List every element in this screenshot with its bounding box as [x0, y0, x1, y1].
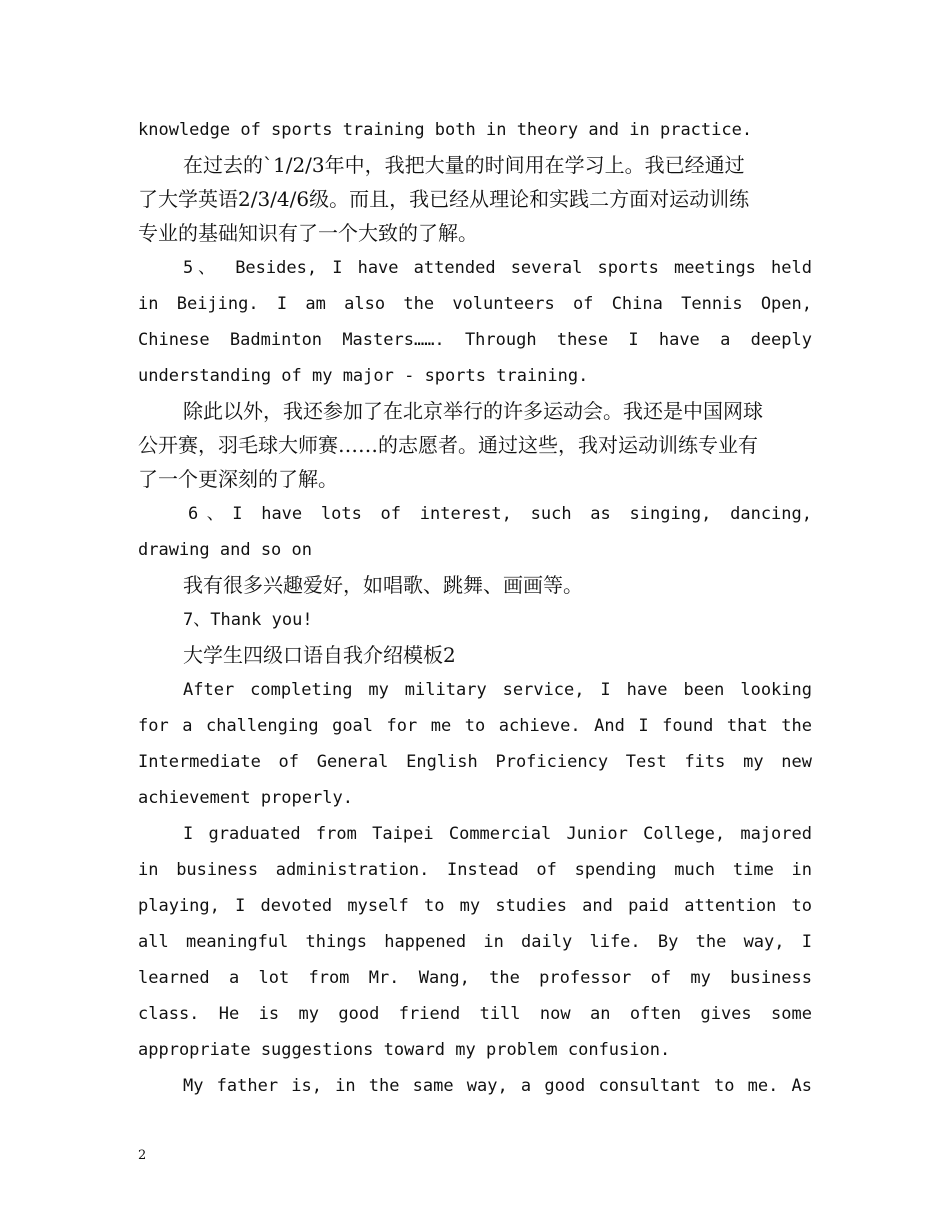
paragraph-line: 了大学英语2/3/4/6级。而且，我已经从理论和实践二方面对运动训练	[138, 187, 750, 211]
paragraph-line: achievement properly.	[138, 788, 353, 808]
paragraph-line: After completing my military service, I have been looking	[183, 680, 812, 700]
page-number: 2	[138, 1148, 147, 1163]
paragraph-line: all meaningful things happened in daily life. By the way, I	[138, 932, 812, 952]
paragraph-line: in Beijing. I am also the volunteers of China Tennis Open,	[138, 294, 812, 314]
section-heading: 大学生四级口语自我介绍模板2	[183, 643, 456, 667]
paragraph-line: 我有很多兴趣爱好，如唱歌、跳舞、画画等。	[183, 573, 583, 597]
paragraph-line: knowledge of sports training both in theory and in practice.	[138, 120, 753, 140]
paragraph-line: Chinese Badminton Masters……. Through these I have a deeply	[138, 330, 812, 350]
paragraph-line: playing, I devoted myself to my studies and paid attention to	[138, 896, 812, 916]
paragraph-line: in business administration. Instead of spending much time in	[138, 860, 812, 880]
document-body	[138, 112, 812, 1104]
paragraph-line: 除此以外，我还参加了在北京举行的许多运动会。我还是中国网球	[183, 399, 763, 423]
paragraph-line: drawing and so on	[138, 540, 312, 560]
paragraph-line: 5、 Besides, I have attended several sports meetings held	[183, 258, 812, 278]
paragraph-line: for a challenging goal for me to achieve. And I found that the	[138, 716, 812, 736]
paragraph-line: 了一个更深刻的了解。	[138, 467, 338, 491]
paragraph-line: I graduated from Taipei Commercial Junior College, majored	[183, 824, 812, 844]
paragraph-line: 在过去的`1/2/3年中，我把大量的时间用在学习上。我已经通过	[183, 153, 745, 177]
paragraph-line: learned a lot from Mr. Wang, the professor of my business	[138, 968, 812, 988]
paragraph-line: 6、I have lots of interest, such as singing, dancing,	[188, 504, 812, 524]
paragraph-line: Intermediate of General English Proficiency Test fits my new	[138, 752, 812, 772]
paragraph-line: class. He is my good friend till now an often gives some	[138, 1004, 812, 1024]
paragraph-line: understanding of my major - sports training.	[138, 366, 589, 386]
paragraph-line: 专业的基础知识有了一个大致的了解。	[138, 221, 478, 245]
paragraph-line: 7、Thank you!	[183, 610, 313, 630]
paragraph-line: 公开赛，羽毛球大师赛……的志愿者。通过这些，我对运动训练专业有	[138, 433, 758, 457]
paragraph-line: My father is, in the same way, a good consultant to me. As	[183, 1076, 812, 1096]
paragraph-line: appropriate suggestions toward my problem confusion.	[138, 1040, 671, 1060]
